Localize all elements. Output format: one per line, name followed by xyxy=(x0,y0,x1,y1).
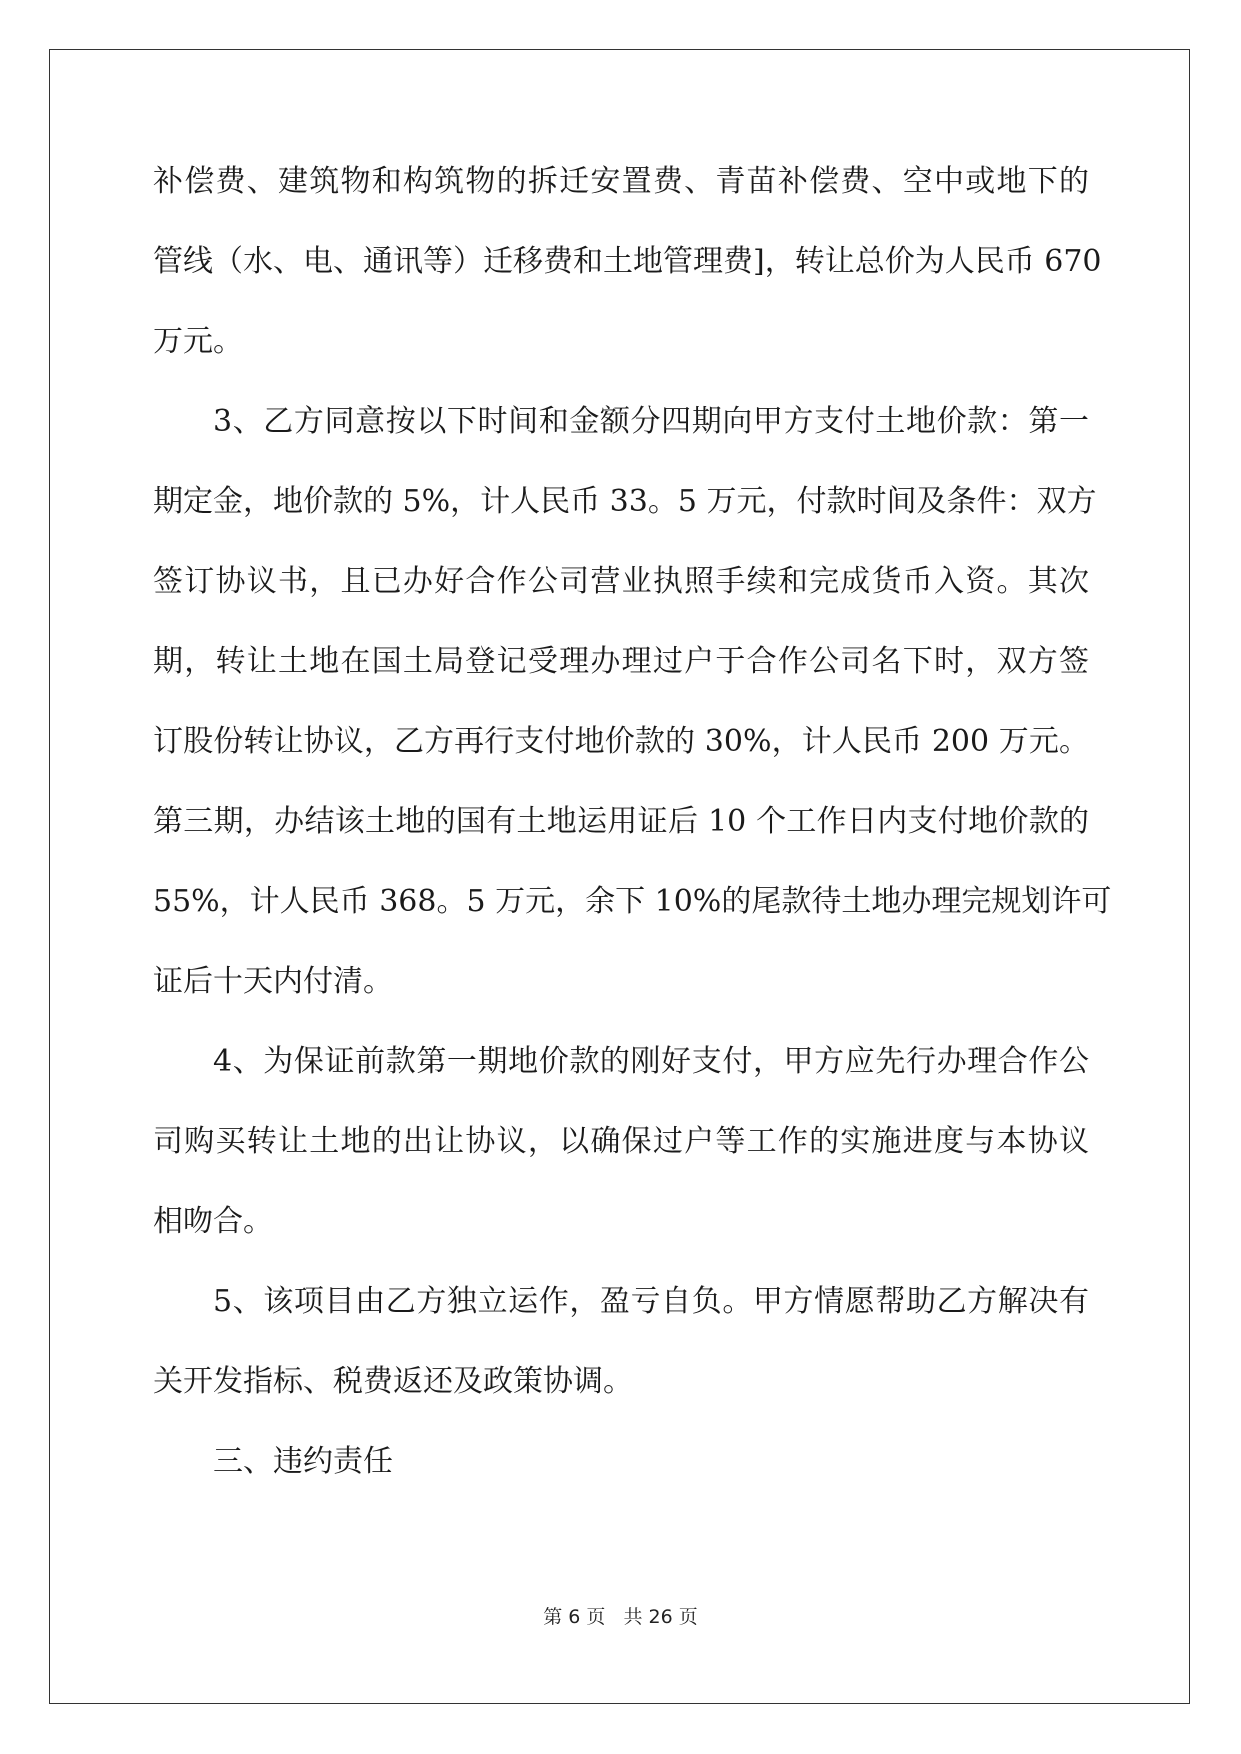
text-line: 补偿费、建筑物和构筑物的拆迁安置费、青苗补偿费、空中或地下的 xyxy=(153,164,1089,199)
text-line: 期定金，地价款的 5%，计人民币 33。5 万元，付款时间及条件：双方 xyxy=(153,484,1097,519)
text-line: 管线（水、电、通讯等）迁移费和土地管理费]，转让总价为人民币 670 xyxy=(153,244,1102,279)
text-line: 签订协议书，且已办好合作公司营业执照手续和完成货币入资。其次 xyxy=(153,564,1089,599)
text-line: 订股份转让协议，乙方再行支付地价款的 30%，计人民币 200 万元。 xyxy=(153,724,1089,759)
text-line: 万元。 xyxy=(153,324,243,359)
text-line: 5、该项目由乙方独立运作，盈亏自负。甲方情愿帮助乙方解决有 xyxy=(213,1284,1089,1319)
text-line: 第三期，办结该土地的国有土地运用证后 10 个工作日内支付地价款的 xyxy=(153,804,1089,839)
text-line: 55%，计人民币 368。5 万元，余下 10%的尾款待土地办理完规划许可 xyxy=(153,884,1112,919)
page-total: 共 26 页 xyxy=(623,1606,698,1628)
text-line: 相吻合。 xyxy=(153,1204,273,1239)
text-line: 3、乙方同意按以下时间和金额分四期向甲方支付土地价款：第一 xyxy=(213,404,1089,439)
text-line: 司购买转让土地的出让协议，以确保过户等工作的实施进度与本协议 xyxy=(153,1124,1089,1159)
section-heading: 三、违约责任 xyxy=(213,1444,393,1479)
text-line: 证后十天内付清。 xyxy=(153,964,393,999)
page-footer xyxy=(0,1602,1241,1629)
text-line: 4、为保证前款第一期地价款的刚好支付，甲方应先行办理合作公 xyxy=(213,1044,1089,1079)
text-line: 关开发指标、税费返还及政策协调。 xyxy=(153,1364,633,1399)
text-line: 期，转让土地在国土局登记受理办理过户于合作公司名下时，双方签 xyxy=(153,644,1089,679)
document-body xyxy=(153,150,1112,1510)
page-number: 第 6 页 xyxy=(543,1606,606,1628)
